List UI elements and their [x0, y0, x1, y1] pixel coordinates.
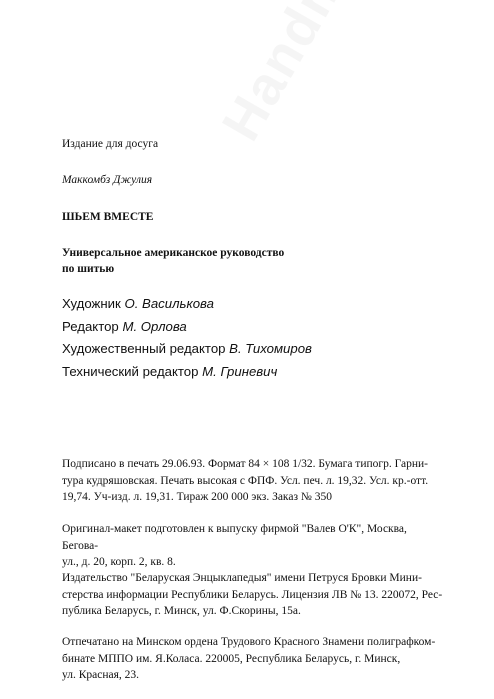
book-title: ШЬЕМ ВМЕСТЕ — [62, 211, 154, 223]
printer-info — [62, 634, 444, 684]
credit-art-editor — [62, 338, 312, 361]
credit-person: М. Орлова — [122, 318, 187, 334]
credit-role: Редактор — [62, 318, 119, 334]
layout-credit-line: Оригинал-макет подготовлен к выпуску фирмой "Валев О'К", Москва, Бегова- — [62, 523, 407, 552]
layout-credit — [62, 521, 444, 571]
print-details — [62, 456, 444, 506]
credit-person: В. Тихомиров — [229, 341, 312, 356]
book-subtitle-line2: по шитью — [62, 263, 115, 275]
publisher-info-line: публика Беларусь, г. Минск, ул. Ф.Скорины, 15а. — [62, 605, 301, 617]
publisher-info-line: стерства информации Республики Беларусь. Лицензия ЛВ № 13. 220072, Рес- — [62, 588, 443, 601]
book-subtitle-line1: Универсальное американское руководство — [62, 247, 285, 259]
print-details-line: 19,74. Уч-изд. л. 19,31. Тираж 200 000 экз. Заказ № 350 — [62, 491, 332, 503]
print-details-line: тура кудряшовская. Печать высокая с ФПФ. Усл. печ. л. 19,32. Усл. кр.-отт. — [62, 474, 429, 487]
printer-info-line: Отпечатано на Минском ордена Трудового Красного Знамени полиграфком- — [62, 636, 436, 648]
credit-tech-editor — [62, 361, 312, 384]
publisher-info-line: Издательство "Беларуская Энцыклапедыя" имени Петруся Бровки Мини- — [62, 572, 422, 584]
credit-artist — [62, 293, 312, 316]
credit-person: М. Гриневич — [202, 363, 278, 379]
credits-list — [62, 293, 312, 383]
printer-info-line: бинате МППО им. Я.Коласа. 220005, Республика Беларусь, г. Минск, — [62, 652, 401, 665]
credit-person: О. Василькова — [124, 296, 214, 311]
printer-info-line: ул. Красная, 23. — [62, 669, 140, 681]
author-name: Маккомбз Джулия — [62, 174, 153, 186]
watermark — [210, 0, 454, 151]
edition-type: Издание для досуга — [62, 138, 159, 150]
credit-role: Художник — [62, 296, 121, 311]
print-details-line: Подписано в печать 29.06.93. Формат 84 × 108 1/32. Бумага типогр. Гарни- — [62, 458, 428, 470]
credit-role: Художественный редактор — [62, 341, 226, 356]
publisher-info — [62, 570, 444, 620]
layout-credit-line: ул., д. 20, корп. 2, кв. 8. — [62, 556, 176, 568]
credit-role: Технический редактор — [62, 363, 199, 379]
credit-editor — [62, 316, 312, 339]
